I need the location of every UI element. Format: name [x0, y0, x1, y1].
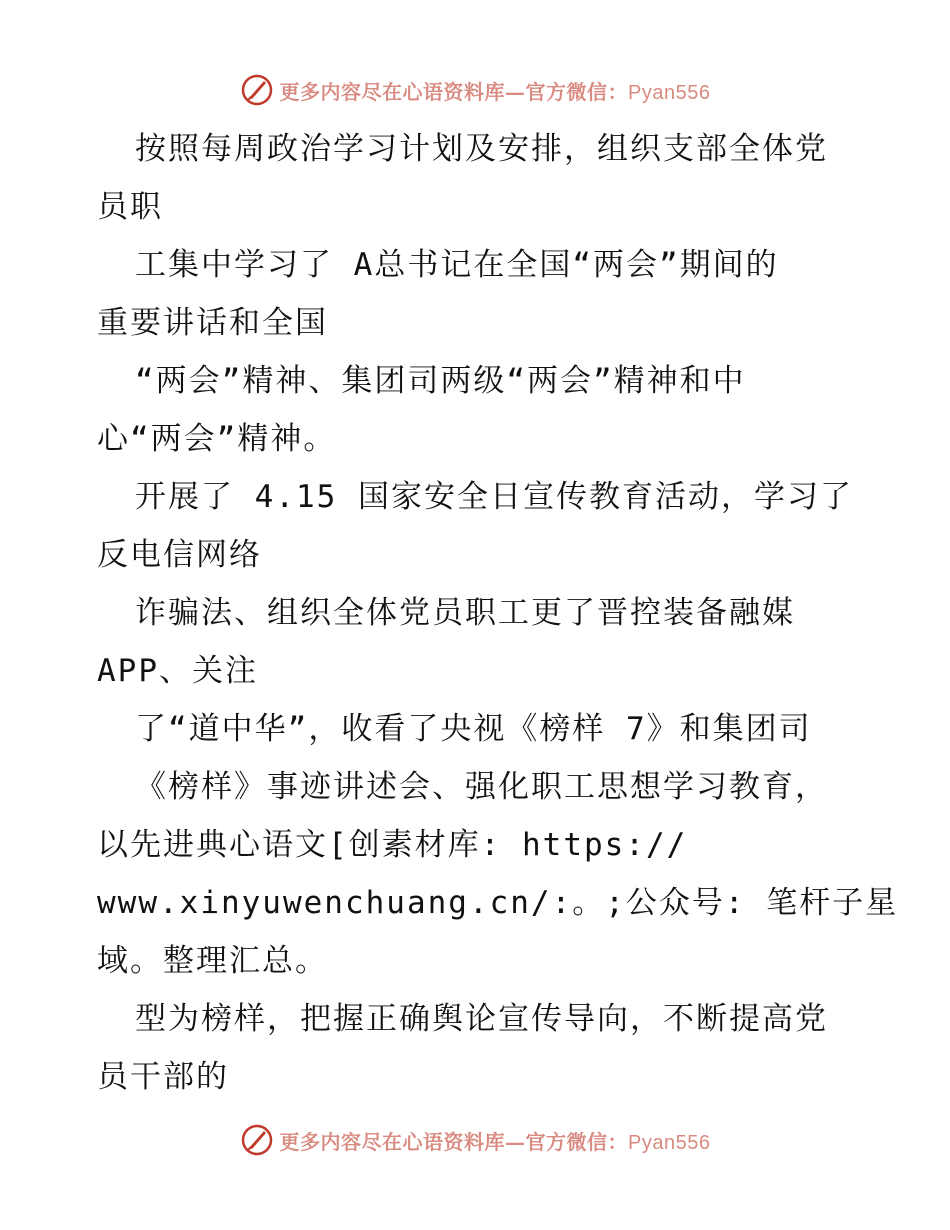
text-line: 工集中学习了 A总书记在全国“两会”期间的 — [135, 247, 779, 283]
body-text — [97, 120, 899, 1106]
text-line: 按照每周政治学习计划及安排，组织支部全体党 — [135, 131, 828, 167]
text-line: 型为榜样，把握正确舆论宣传导向，不断提高党 — [135, 1001, 828, 1037]
text-line: 反电信网络 — [97, 537, 262, 573]
text-line: 员干部的 — [97, 1059, 229, 1095]
footer-wechat-id: Pyan556 — [628, 1131, 711, 1154]
quill-circle-logo-icon — [240, 1123, 274, 1157]
text-line: 《榜样》事迹讲述会、强化职工思想学习教育， — [135, 769, 828, 805]
header-banner — [0, 70, 950, 110]
text-line: www.xinyuwenchuang.cn/:。;公众号: 笔杆子星 — [97, 885, 899, 921]
text-line: “两会”精神、集团司两级“两会”精神和中 — [135, 363, 746, 399]
header-banner-text: 更多内容尽在心语资料库—官方微信：Pyan556 — [279, 79, 711, 104]
header-wechat-id: Pyan556 — [628, 81, 711, 104]
footer-banner-text: 更多内容尽在心语资料库—官方微信：Pyan556 — [279, 1129, 711, 1154]
text-line: 了“道中华”，收看了央视《榜样 7》和集团司 — [135, 711, 812, 747]
text-line: 域。整理汇总。 — [97, 943, 328, 979]
footer-banner — [0, 1120, 950, 1160]
text-line: 开展了 4.15 国家安全日宣传教育活动，学习了 — [135, 479, 853, 515]
quill-circle-logo-icon — [240, 73, 274, 107]
text-line: APP、关注 — [97, 653, 258, 689]
text-line: 重要讲话和全国 — [97, 305, 328, 341]
text-line: 诈骗法、组织全体党员职工更了晋控装备融媒 — [135, 595, 795, 631]
text-line: 以先进典心语文[创素材库: https:// — [97, 827, 688, 863]
text-line: 心“两会”精神。 — [97, 421, 337, 457]
text-line: 员职 — [97, 189, 163, 225]
